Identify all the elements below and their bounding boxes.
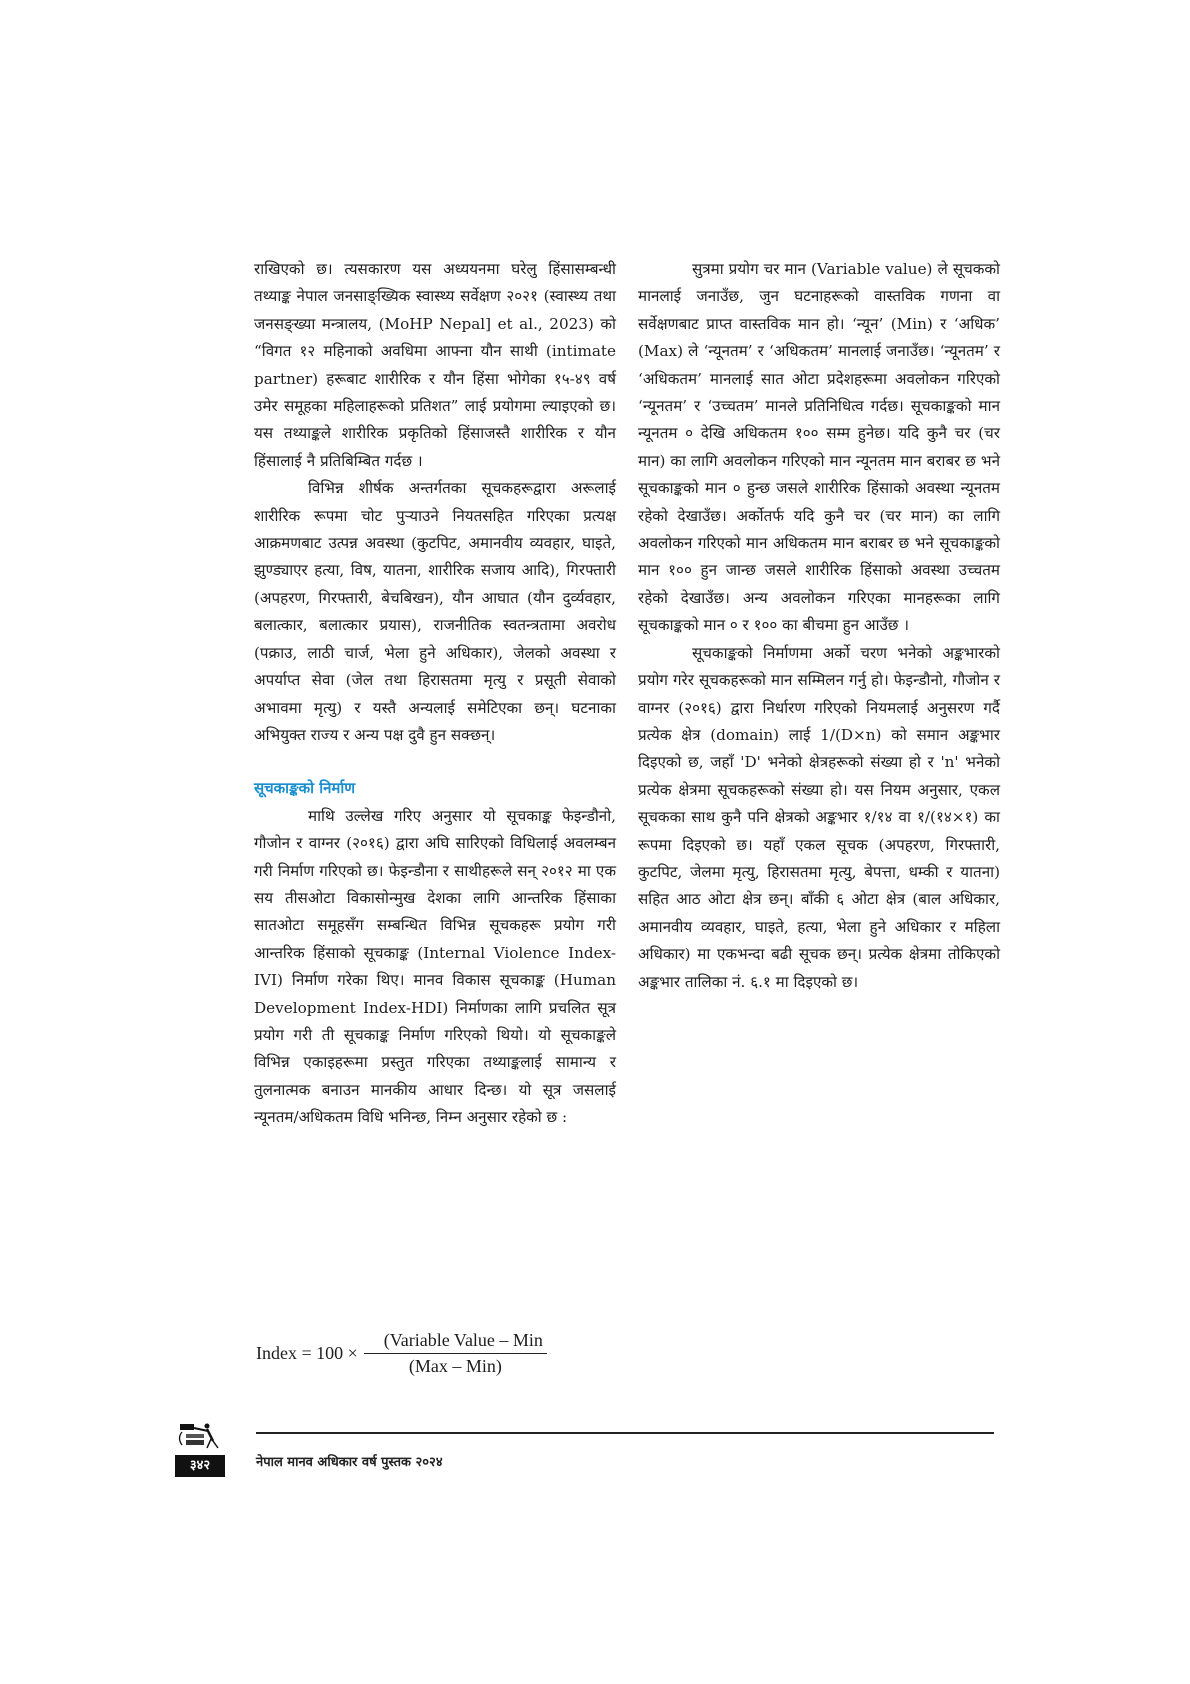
left-paragraph-1: राखिएको छ। त्यसकारण यस अध्ययनमा घरेलु हिंसासम्बन्धी तथ्याङ्क नेपाल जनसाङ्ख्यिक स्वास्थ्य सर्वेक्षण २०२१ (स्वास्थ्य तथा जनसङ्ख्या मन्त्रालय, (MoHP Nepal] et al., 2023) को “विगत १२ महिनाको अवधिमा आफ्ना यौन साथी (intimate partner) हरूबाट शारीरिक र यौन हिंसा भोगेका १५-४९ वर्ष उमेर समूहका महिलाहरूको प्रतिशत” लाई प्रयोगमा ल्याइएको छ। यस तथ्याङ्कले शारीरिक प्रकृतिको हिंसाजस्तै शारीरिक र यौन हिंसालाई नै प्रतिबिम्बित गर्दछ ।: [254, 260, 616, 470]
left-column: [254, 256, 616, 1132]
section-heading: सूचकाङ्कको निर्माण: [254, 779, 356, 798]
left-paragraph-2: विभिन्न शीर्षक अन्तर्गतका सूचकहरूद्वारा अरूलाई शारीरिक रूपमा चोट पुऱ्याउने नियतसहित गरिएका प्रत्यक्ष आक्रमणबाट उत्पन्न अवस्था (कुटपिट, अमानवीय व्यवहार, घाइते, झुण्ड्याएर हत्या, विष, यातना, शारीरिक सजाय आदि), गिरफ्तारी (अपहरण, गिरफ्तारी, बेचबिखन), यौन आघात (यौन दुर्व्यवहार, बलात्कार, बलात्कार प्रयास), राजनीतिक स्वतन्त्रतामा अवरोध (पक्राउ, लाठी चार्ज, भेला हुने अधिकार), जेलको अवस्था र अपर्याप्त सेवा (जेल तथा हिरासतमा मृत्यु र प्रसूती सेवाको अभावमा मृत्यु) र यस्तै अन्यलाई समेटिएका छन्। घटनाका अभियुक्त राज्य र अन्य पक्ष दुवै हुन सक्छन्।: [254, 479, 616, 744]
formula-denominator: (Max – Min): [408, 1356, 502, 1376]
formula-lhs: Index = 100 ×: [256, 1343, 358, 1363]
right-paragraph-1: सुत्रमा प्रयोग चर मान (Variable value) ले सूचकको मानलाई जनाउँछ, जुन घटनाहरूको वास्तविक गणना वा सर्वेक्षणबाट प्राप्त वास्तविक मान हो। ‘न्यून’ (Min) र ‘अधिक’ (Max) ले ‘न्यूनतम’ र ‘अधिकतम’ मानलाई जनाउँछ। ‘न्यूनतम’ र ‘अधिकतम’ मानलाई सात ओटा प्रदेशहरूमा अवलोकन गरिएको ‘न्यूनतम’ र ‘उच्चतम’ मानले प्रतिनिधित्व गर्दछ। सूचकाङ्कको मान न्यूनतम ० देखि अधिकतम १०० सम्म हुनेछ। यदि कुनै चर (चर मान) का लागि अवलोकन गरिएको मान न्यूनतम मान बराबर छ भने सूचकाङ्कको मान ० हुन्छ जसले शारीरिक हिंसाको अवस्था न्यूनतम रहेको देखाउँछ। अर्कोतर्फ यदि कुनै चर (चर मान) का लागि अवलोकन गरिएको मान अधिकतम मान बराबर छ भने सूचकाङ्कको मान १०० हुन जान्छ जसले शारीरिक हिंसाको अवस्था उच्चतम रहेको देखाउँछ। अन्य अवलोकन गरिएका मानहरूका लागि सूचकाङ्कको मान ० र १०० का बीचमा हुन आउँछ ।: [638, 260, 1000, 635]
index-formula: [256, 1330, 547, 1377]
formula-numerator: (Variable Value – Min: [364, 1330, 547, 1354]
right-column: [638, 256, 1000, 996]
page-number: ३४२: [175, 1455, 225, 1477]
formula-fraction: [364, 1330, 547, 1377]
book-title: नेपाल मानव अधिकार वर्ष पुस्तक २०२४: [256, 1455, 443, 1470]
right-paragraph-2: सूचकाङ्कको निर्माणमा अर्को चरण भनेको अङ्कभारको प्रयोग गरेर सूचकहरूको मान सम्मिलन गर्नु हो। फेइन्डौनो, गौजोन र वाग्नर (२०१६) द्वारा निर्धारण गरिएको नियमलाई अनुसरण गर्दै प्रत्येक क्षेत्र (domain) लाई 1/(D×n) को समान अङ्कभार दिइएको छ, जहाँ 'D' भनेको क्षेत्रहरूको संख्या हो र 'n' भनेको प्रत्येक क्षेत्रमा सूचकहरूको संख्या हो। यस नियम अनुसार, एकल सूचकका साथ कुनै पनि क्षेत्रको अङ्कभार १/१४ वा १/(१४×१) का रूपमा दिइएको छ। यहाँ एकल सूचक (अपहरण, गिरफ्तारी, कुटपिट, जेलमा मृत्यु, हिरासतमा मृत्यु, बेपत्ता, धम्की र यातना) सहित आठ ओटा क्षेत्र छन्। बाँकी ६ ओटा क्षेत्र (बाल अधिकार, अमानवीय व्यवहार, घाइते, हत्या, भेला हुने अधिकार र महिला अधिकार) मा एकभन्दा बढी सूचक छन्। प्रत्येक क्षेत्रमा तोकिएको अङ्कभार तालिका नं. ६.१ मा दिइएको छ।: [638, 643, 1000, 991]
footer-divider: [256, 1432, 994, 1434]
insec-logo-icon: [176, 1423, 224, 1449]
left-paragraph-3: माथि उल्लेख गरिए अनुसार यो सूचकाङ्क फेइन्डौनो, गौजोन र वाग्नर (२०१६) द्वारा अघि सारिएको विधिलाई अवलम्बन गरी निर्माण गरिएको छ। फेइन्डौना र साथीहरूले सन् २०१२ मा एक सय तीसओटा विकासोन्मुख देशका लागि आन्तरिक हिंसाका सातओटा समूहसँग सम्बन्धित विभिन्न सूचकहरू प्रयोग गरी आन्तरिक हिंसाको सूचकाङ्क (Internal Violence Index-IVI) निर्माण गरेका थिए। मानव विकास सूचकाङ्क (Human Development Index-HDI) निर्माणका लागि प्रचलित सूत्र प्रयोग गरी ती सूचकाङ्क निर्माण गरिएको थियो। यो सूचकाङ्कले विभिन्न एकाइहरूमा प्रस्तुत गरिएका तथ्याङ्कलाई सामान्य र तुलनात्मक बनाउन मानकीय आधार दिन्छ। यो सूत्र जसलाई न्यूनतम/अधिकतम विधि भनिन्छ, निम्न अनुसार रहेको छ :: [254, 806, 616, 1127]
